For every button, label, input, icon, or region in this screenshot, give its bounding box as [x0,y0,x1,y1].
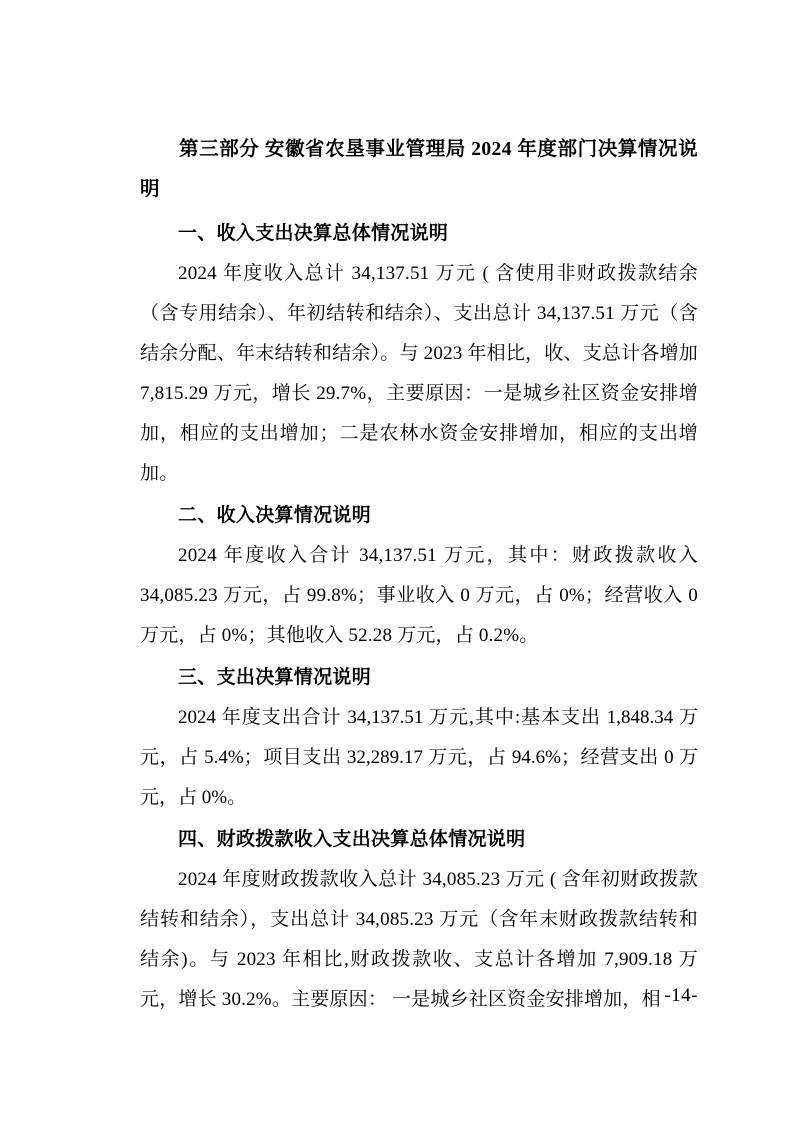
section-paragraph-4: 2024 年度财政拨款收入总计 34,085.23 万元 ( 含年初财政拨款结转和结余），支出总计 34,085.23 万元（含年末财政拨款结转和结余)。与 2023 年相比,财政拨款收、支总计各增加 7,909.18 万元，增长 30.2%。主要原因： 一是城乡社区资金安排增加，相 [140,869,698,1010]
section-heading-2: 二、收入决算情况说明 [178,505,372,526]
section-paragraph-2: 2024 年度收入合计 34,137.51 万元，其中：财政拨款收入 34,085.23 万元，占 99.8%；事业收入 0 万元，占 0%；经营收入 0 万元，占 0%；其他收入 52.28 万元，占 0.2%。 [140,545,698,646]
section-heading-3: 三、支出决算情况说明 [178,667,372,688]
section-paragraph-1: 2024 年度收入总计 34,137.51 万元 ( 含使用非财政拨款结余（含专用结余）、年初结转和结余）、支出总计 34,137.51 万元（含结余分配、年末结转和结余）。与 2023 年相比，收、支总计各增加 7,815.29 万元，增长 29.7%，主要原因：一是城乡社区资金安排增加，相应的支出增加；二是农林水资金安排增加，相应的支出增加。 [140,263,698,484]
page-title: 第三部分 安徽省农垦事业管理局 2024 年度部门决算情况说明 [140,139,698,200]
page-number: -14- [664,985,698,1006]
section-heading-1: 一、收入支出决算总体情况说明 [178,223,449,244]
section-paragraph-3: 2024 年度支出合计 34,137.51 万元,其中:基本支出 1,848.34 万元，占 5.4%；项目支出 32,289.17 万元，占 94.6%；经营支出 0 万元，占 0%。 [140,707,698,808]
section-heading-4: 四、财政拨款收入支出决算总体情况说明 [178,829,526,850]
